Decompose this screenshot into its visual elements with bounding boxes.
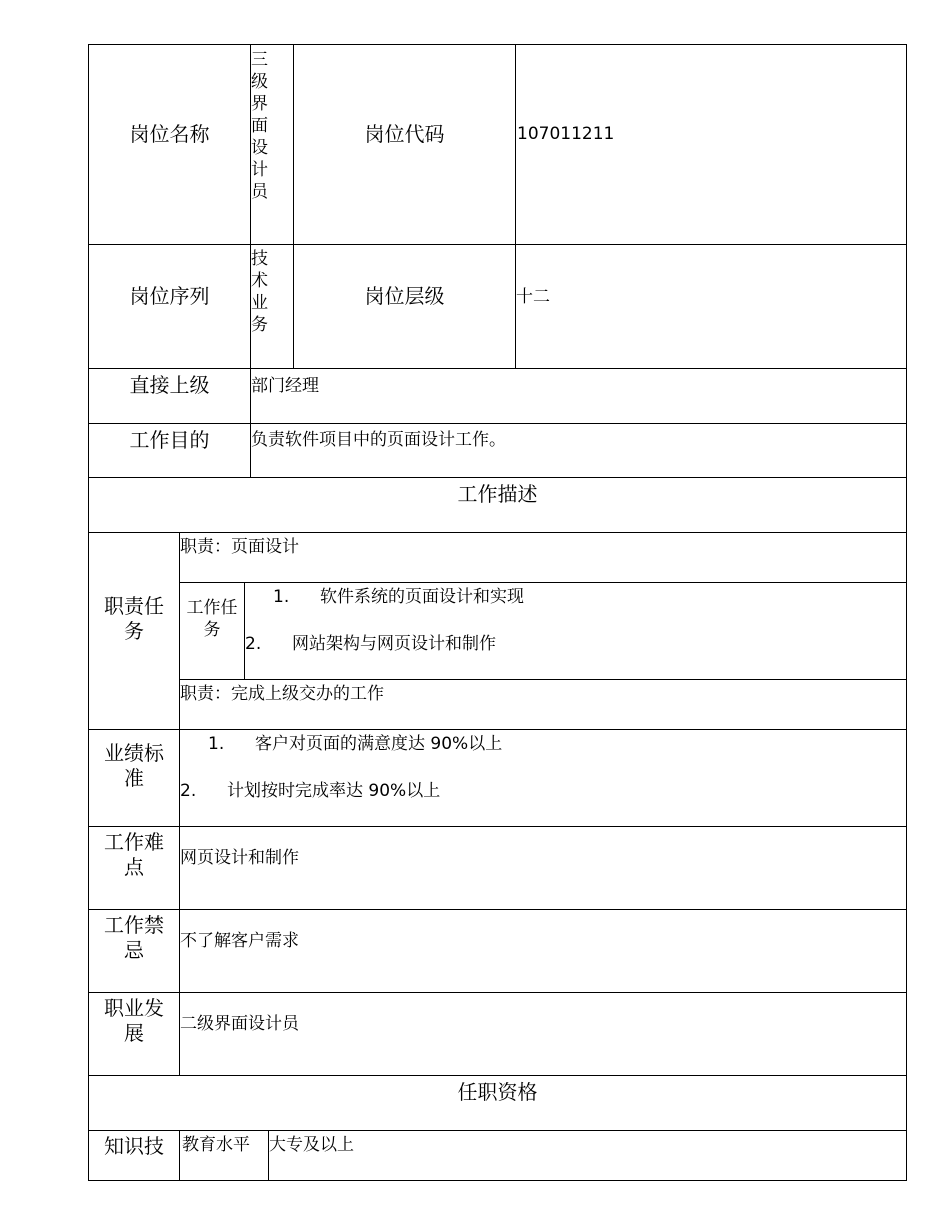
supervisor-value: 部门经理	[251, 376, 319, 396]
duties-label: 职责任务	[104, 594, 164, 643]
position-sequence-value: 技术业务	[251, 249, 268, 335]
rule	[293, 44, 294, 369]
rule	[179, 1130, 180, 1181]
qualifications-title: 任职资格	[457, 1080, 538, 1104]
task2-text: 网站架构与网页设计和制作	[292, 634, 496, 654]
rule	[88, 44, 907, 45]
taboo-value: 不了解客户需求	[180, 931, 299, 951]
career-value: 二级界面设计员	[180, 1014, 299, 1034]
position-sequence-label: 岗位序列	[129, 284, 210, 308]
position-name-value: 三级界面设计员	[251, 50, 268, 202]
task1-number: 1.	[273, 587, 290, 607]
rule	[88, 992, 907, 993]
rule	[88, 1180, 907, 1181]
rule	[88, 368, 907, 369]
position-name-label: 岗位名称	[129, 122, 210, 146]
career-label: 职业发展	[104, 996, 164, 1045]
position-level-value: 十二	[516, 287, 550, 307]
rule	[88, 477, 907, 478]
rule	[88, 1130, 907, 1131]
rule	[88, 244, 907, 245]
work-description-title: 工作描述	[457, 482, 538, 506]
performance-item2-text: 计划按时完成率达 90%以上	[227, 781, 441, 801]
knowledge-label: 知识技	[104, 1134, 164, 1158]
rule	[88, 532, 907, 533]
difficulty-value: 网页设计和制作	[180, 848, 299, 868]
supervisor-label: 直接上级	[129, 373, 210, 397]
performance-item1-text: 客户对页面的满意度达 90%以上	[255, 734, 503, 754]
rule	[515, 44, 516, 369]
tasks-label: 工作任务	[186, 598, 238, 640]
education-label: 教育水平	[182, 1135, 250, 1155]
rule	[244, 582, 245, 680]
rule	[88, 826, 907, 827]
purpose-label: 工作目的	[129, 428, 210, 452]
task2-number: 2.	[245, 634, 262, 654]
rule	[906, 44, 907, 1181]
position-level-label: 岗位层级	[364, 284, 445, 308]
taboo-label: 工作禁忌	[104, 913, 164, 962]
duty2-title: 职责：完成上级交办的工作	[180, 684, 384, 704]
rule	[88, 423, 907, 424]
rule	[88, 909, 907, 910]
purpose-value: 负责软件项目中的页面设计工作。	[251, 430, 506, 450]
task1-text: 软件系统的页面设计和实现	[320, 587, 524, 607]
rule	[179, 679, 907, 680]
performance-item2-number: 2.	[180, 781, 197, 801]
position-code-label: 岗位代码	[364, 122, 445, 146]
difficulty-label: 工作难点	[104, 830, 164, 879]
rule	[179, 582, 907, 583]
rule	[88, 729, 907, 730]
education-value: 大专及以上	[269, 1135, 354, 1155]
performance-item1-number: 1.	[208, 734, 225, 754]
duty1-title: 职责：页面设计	[180, 537, 299, 557]
position-code-value: 107011211	[517, 124, 615, 144]
performance-label: 业绩标准	[104, 741, 164, 790]
rule	[88, 1075, 907, 1076]
